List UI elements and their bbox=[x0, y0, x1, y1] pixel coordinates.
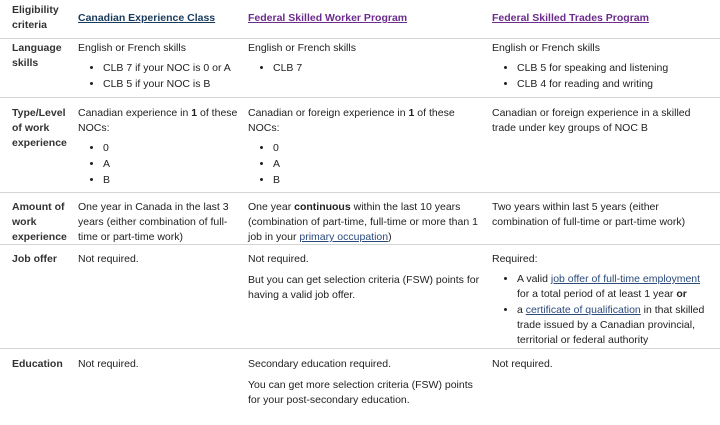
job-offer-fsw bbox=[248, 252, 488, 303]
list-item: • a certificate of qualification in that skilled trade issued by a Canadian provincial, territorial or federal authority bbox=[517, 303, 714, 348]
row-label-language: Language skills bbox=[12, 42, 62, 69]
list-item: • B bbox=[273, 173, 488, 188]
list-item: • CLB 7 if your NOC is 0 or A bbox=[103, 61, 246, 76]
job-offer-cec bbox=[78, 252, 246, 267]
experience-type-fsw-list bbox=[248, 141, 488, 188]
experience-type-fst-text: Canadian or foreign experience in a skilled trade under key groups of NOC B bbox=[492, 107, 691, 134]
primary-occupation-link[interactable]: primary occupation bbox=[299, 231, 389, 243]
job-offer-fsw-extra: But you can get selection criteria (FSW) points for having a valid job offer. bbox=[248, 274, 480, 301]
education-fsw bbox=[248, 357, 488, 408]
job-offer-fst-list bbox=[492, 272, 714, 348]
header-col-fst[interactable] bbox=[492, 11, 714, 26]
table-row-experience-amount bbox=[0, 198, 720, 245]
list-item: • B bbox=[103, 173, 246, 188]
language-fsw bbox=[248, 41, 488, 77]
table-row-language bbox=[0, 39, 720, 98]
list-item: • CLB 7 bbox=[273, 61, 488, 76]
experience-amount-fst-text: Two years within last 5 years (either combination of full-time or part-time work) bbox=[492, 201, 686, 228]
list-item: • A bbox=[273, 157, 488, 172]
experience-amount-cec-text: One year in Canada in the last 3 years (either combination of full-time or part-time work) bbox=[78, 201, 229, 243]
list-item: • A bbox=[103, 157, 246, 172]
header-col-fsw[interactable] bbox=[248, 11, 488, 26]
experience-type-cec-text: Canadian experience in 1 of these NOCs: bbox=[78, 107, 238, 134]
language-cec-intro: English or French skills bbox=[78, 42, 186, 54]
table-row-job-offer bbox=[0, 250, 720, 349]
row-label-experience-type: Type/Level of work experience bbox=[12, 107, 67, 149]
table-row-education bbox=[0, 355, 720, 415]
list-item: • CLB 5 for speaking and listening bbox=[517, 61, 714, 76]
experience-type-fst bbox=[492, 106, 714, 136]
list-item: • 0 bbox=[273, 141, 488, 156]
experience-amount-fsw-text: One year continuous within the last 10 years (combination of part-time, full-time or more than 1 job in your primary occupation) bbox=[248, 201, 478, 243]
row-label-education: Education bbox=[12, 358, 63, 370]
row-label-job-offer: Job offer bbox=[12, 253, 57, 265]
job-offer-fst bbox=[492, 252, 714, 349]
language-fsw-list bbox=[248, 61, 488, 76]
experience-type-fsw bbox=[248, 106, 488, 189]
job-offer-link[interactable]: job offer of full-time employment bbox=[550, 273, 701, 285]
education-fst-text: Not required. bbox=[492, 358, 553, 370]
language-fst bbox=[492, 41, 714, 93]
education-cec-text: Not required. bbox=[78, 358, 139, 370]
experience-type-cec-list bbox=[78, 141, 246, 188]
list-item: • 0 bbox=[103, 141, 246, 156]
education-cec bbox=[78, 357, 246, 372]
certificate-of-qualification-link[interactable]: certificate of qualification bbox=[525, 304, 641, 316]
education-fsw-extra: You can get more selection criteria (FSW) points for your post-secondary education. bbox=[248, 379, 473, 406]
language-fst-intro: English or French skills bbox=[492, 42, 600, 54]
cec-link[interactable]: Canadian Experience Class bbox=[78, 12, 216, 24]
language-cec bbox=[78, 41, 246, 93]
experience-amount-fsw bbox=[248, 200, 488, 245]
job-offer-fst-intro: Required: bbox=[492, 253, 538, 265]
list-item: • CLB 4 for reading and writing bbox=[517, 77, 714, 92]
list-item: • CLB 5 if your NOC is B bbox=[103, 77, 246, 92]
experience-type-cec bbox=[78, 106, 246, 189]
fst-link[interactable]: Federal Skilled Trades Program bbox=[492, 12, 649, 24]
experience-type-fsw-text: Canadian or foreign experience in 1 of these NOCs: bbox=[248, 107, 455, 134]
table-header-row bbox=[0, 0, 720, 39]
job-offer-cec-text: Not required. bbox=[78, 253, 139, 265]
education-fsw-text: Secondary education required. bbox=[248, 358, 392, 370]
header-col-cec[interactable] bbox=[78, 11, 246, 26]
language-fst-list bbox=[492, 61, 714, 92]
row-label-experience-amount: Amount of work experience bbox=[12, 201, 67, 243]
language-fsw-intro: English or French skills bbox=[248, 42, 356, 54]
list-item: • A valid job offer of full-time employment for a total period of at least 1 year or bbox=[517, 272, 714, 302]
fsw-link[interactable]: Federal Skilled Worker Program bbox=[248, 12, 408, 24]
experience-amount-cec bbox=[78, 200, 246, 245]
header-criteria: Eligibility criteria bbox=[12, 4, 59, 31]
table-row-experience-type bbox=[0, 104, 720, 193]
experience-amount-fst bbox=[492, 200, 714, 230]
language-cec-list bbox=[78, 61, 246, 92]
job-offer-fsw-text: Not required. bbox=[248, 253, 309, 265]
education-fst bbox=[492, 357, 714, 372]
